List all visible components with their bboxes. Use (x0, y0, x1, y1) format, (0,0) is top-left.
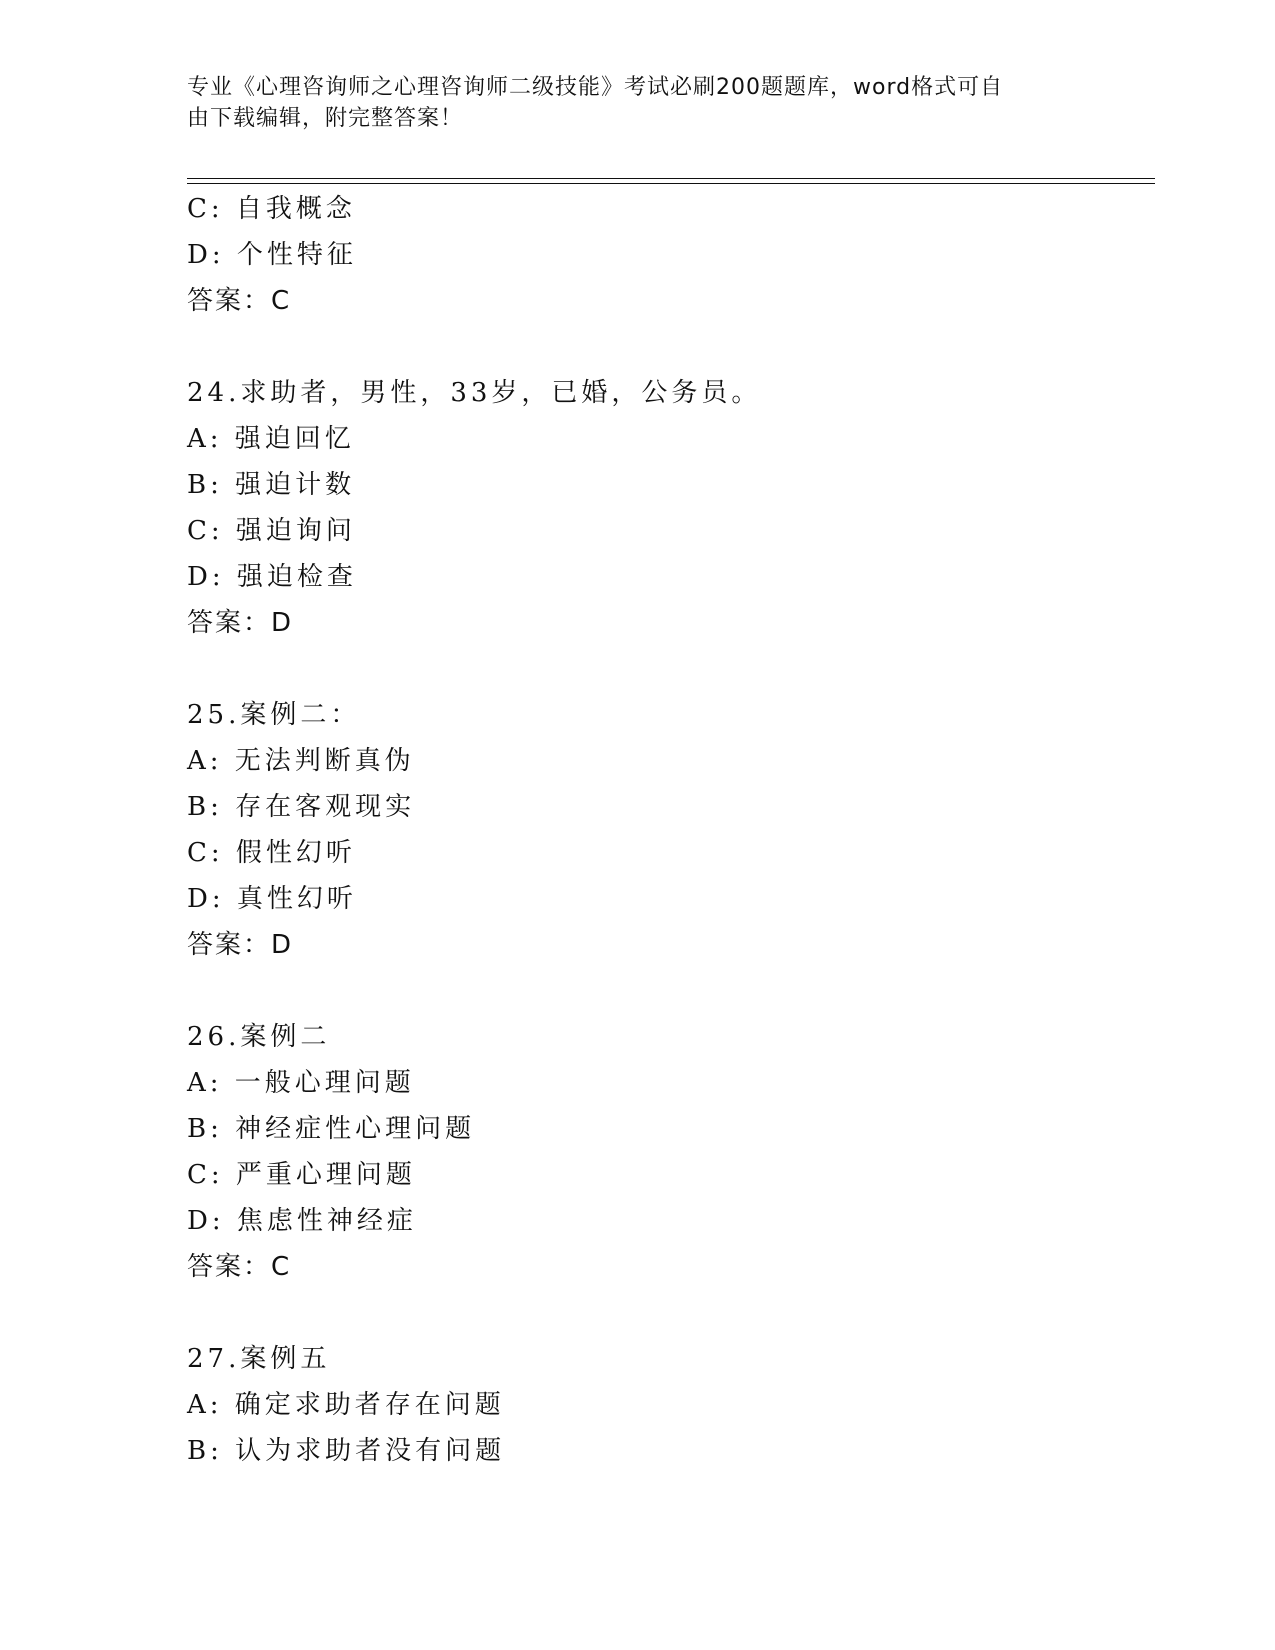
question-stem: 24.求助者，男性，33岁，已婚，公务员。 (187, 378, 762, 408)
option-d: D: 真性幻听 (187, 884, 357, 914)
question-24 (187, 370, 1155, 646)
option-a: A: 强迫回忆 (187, 424, 355, 454)
option-b: B: 认为求助者没有问题 (187, 1436, 506, 1466)
question-stem: 26.案例二 (187, 1022, 331, 1052)
option-a: A: 一般心理问题 (187, 1068, 415, 1098)
question-27 (187, 1336, 1155, 1474)
answer-line: 答案：D (187, 608, 294, 638)
option-b: B: 存在客观现实 (187, 792, 416, 822)
question-stem: 25.案例二： (187, 700, 361, 730)
header-line-1: 专业《心理咨询师之心理咨询师二级技能》考试必刷200题题库，word格式可自 (187, 75, 1004, 100)
option-a: A: 确定求助者存在问题 (187, 1390, 505, 1420)
header-line-2: 由下载编辑，附完整答案！ (187, 106, 464, 131)
question-26 (187, 1014, 1155, 1290)
document-header (187, 72, 1067, 134)
option-c: C: 严重心理问题 (187, 1160, 416, 1190)
answer-line: 答案：C (187, 286, 292, 316)
header-divider-top (187, 178, 1155, 179)
question-stem: 27.案例五 (187, 1344, 331, 1374)
option-b: B: 神经症性心理问题 (187, 1114, 476, 1144)
answer-line: 答案：C (187, 1252, 292, 1282)
option-d: D: 焦虑性神经症 (187, 1206, 417, 1236)
option-d: D: 个性特征 (187, 240, 357, 270)
answer-line: 答案：D (187, 930, 294, 960)
option-c: C: 假性幻听 (187, 838, 356, 868)
option-b: B: 强迫计数 (187, 470, 356, 500)
question-25 (187, 692, 1155, 968)
option-a: A: 无法判断真伪 (187, 746, 415, 776)
header-divider-bottom (187, 183, 1155, 184)
question-list (187, 186, 1155, 1474)
question-23-continued (187, 186, 1155, 324)
option-c: C: 自我概念 (187, 194, 356, 224)
option-d: D: 强迫检查 (187, 562, 357, 592)
option-c: C: 强迫询问 (187, 516, 356, 546)
